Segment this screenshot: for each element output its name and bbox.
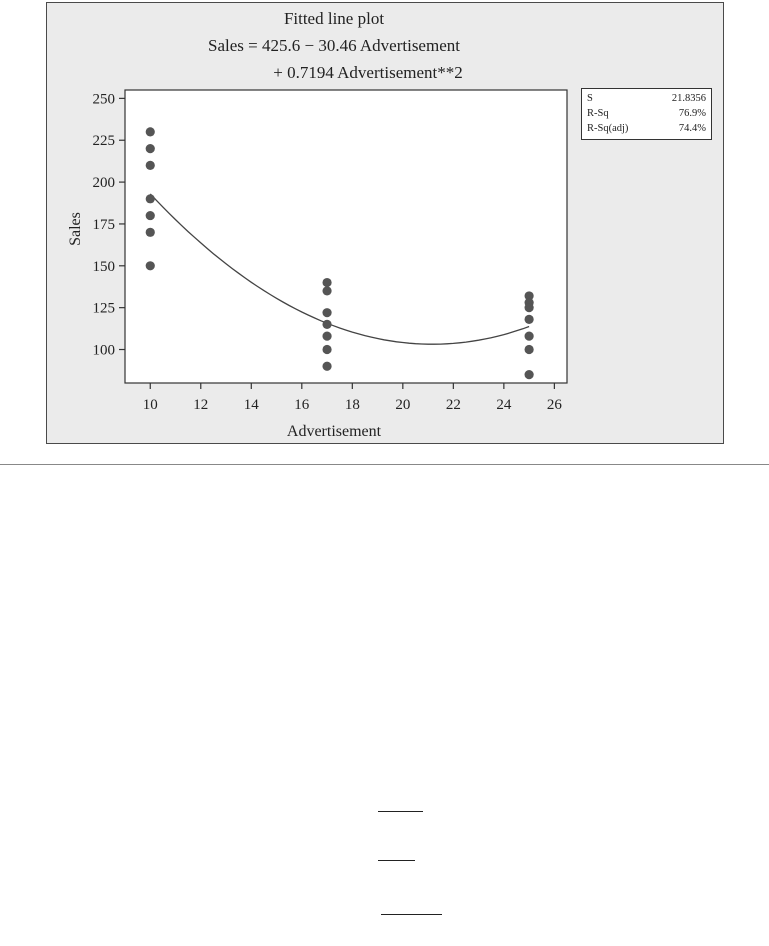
x-axis-title: Advertisement xyxy=(286,423,382,440)
data-point xyxy=(146,211,155,220)
data-point xyxy=(146,261,155,270)
figure-panel xyxy=(46,2,724,444)
data-point xyxy=(146,194,155,203)
stat-row-rsq-adj xyxy=(587,121,706,136)
x-tick-label: 22 xyxy=(445,397,461,413)
stat-label: S xyxy=(587,93,593,104)
chart-svg xyxy=(47,3,725,445)
stat-value: 74.4% xyxy=(678,123,706,134)
fraction-bar xyxy=(381,914,442,915)
chart-title: Fitted line plot xyxy=(283,9,385,28)
data-point xyxy=(146,144,155,153)
y-tick-label: 250 xyxy=(92,91,115,108)
data-point xyxy=(146,127,155,136)
x-tick-label: 12 xyxy=(193,397,209,413)
x-tick-label: 18 xyxy=(344,397,360,413)
x-tick-label: 14 xyxy=(243,397,259,413)
stat-label: R-Sq xyxy=(587,108,609,119)
stat-value: 76.9% xyxy=(678,108,706,119)
x-axis xyxy=(143,383,563,413)
y-axis xyxy=(93,91,126,358)
data-point xyxy=(146,161,155,170)
data-point xyxy=(322,362,331,371)
data-point xyxy=(525,303,534,312)
y-axis-title: Sales xyxy=(67,212,84,246)
data-point xyxy=(525,370,534,379)
stats-legend-box xyxy=(581,88,712,140)
data-point xyxy=(322,286,331,295)
data-point xyxy=(322,278,331,287)
equation-line-2: + 0.7194 Advertisement**2 xyxy=(273,63,463,82)
x-tick-label: 10 xyxy=(142,397,158,413)
data-point xyxy=(322,345,331,354)
data-point xyxy=(146,228,155,237)
page-separator xyxy=(0,464,769,465)
data-point xyxy=(322,320,331,329)
y-tick-label: 200 xyxy=(92,175,115,192)
stat-label: R-Sq(adj) xyxy=(587,123,629,134)
x-tick-label: 20 xyxy=(395,397,411,413)
y-tick-label: 100 xyxy=(92,342,115,359)
data-point xyxy=(525,345,534,354)
stat-value: 21.8356 xyxy=(671,93,706,104)
fraction-bar xyxy=(378,860,415,861)
data-point xyxy=(525,332,534,341)
stat-row-rsq xyxy=(587,106,706,121)
x-tick-label: 24 xyxy=(496,397,512,413)
x-tick-label: 16 xyxy=(294,397,310,413)
y-tick-label: 175 xyxy=(92,216,115,233)
y-tick-label: 125 xyxy=(92,300,115,317)
y-tick-label: 225 xyxy=(92,133,115,150)
data-point xyxy=(322,332,331,341)
stat-row-s xyxy=(587,91,706,106)
data-point xyxy=(525,315,534,324)
y-tick-label: 150 xyxy=(92,258,115,275)
plot-area xyxy=(125,90,567,383)
equation-line-1: Sales = 425.6 − 30.46 Advertisement xyxy=(208,36,460,55)
data-point xyxy=(322,308,331,317)
x-tick-label: 26 xyxy=(546,397,562,413)
fraction-bar xyxy=(378,811,423,812)
